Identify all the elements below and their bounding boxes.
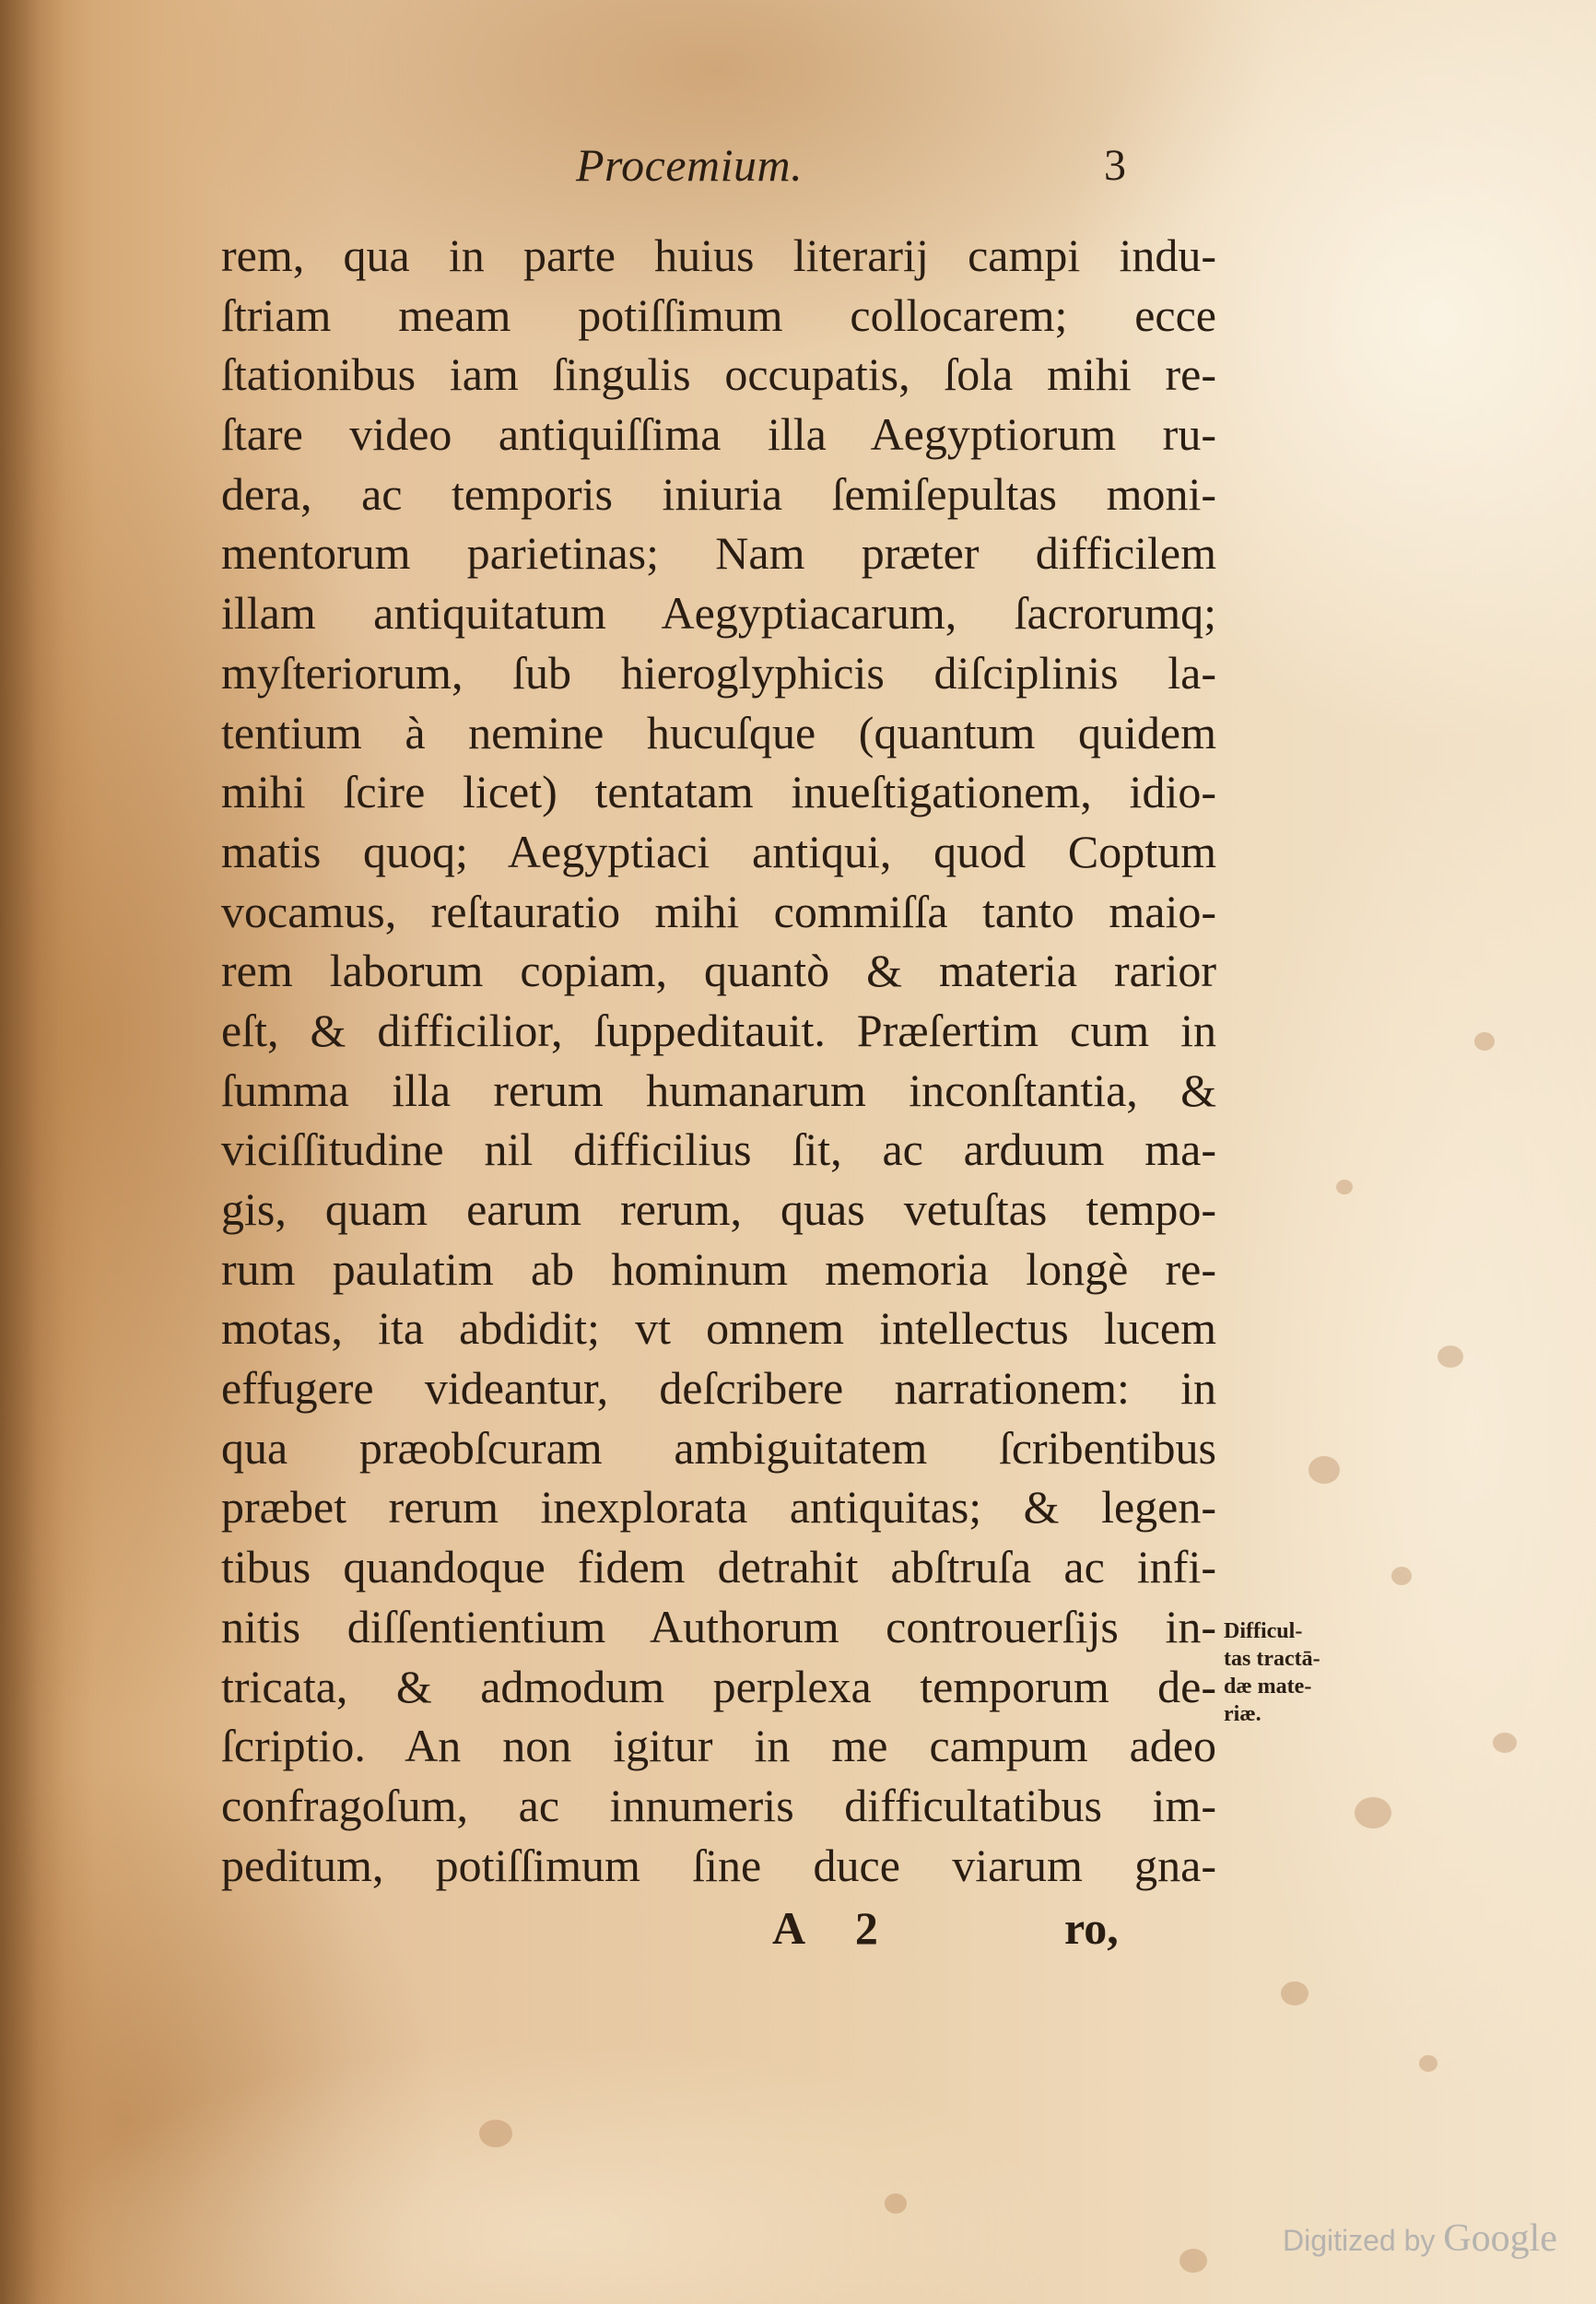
foxing-spot [1493,1733,1517,1753]
watermark-prefix: Digitized by [1283,2224,1436,2257]
page-header [221,138,1216,203]
text-line: tentium à nemine hucuſque (quantum quidem [221,706,1216,758]
foxing-spot [1355,1797,1391,1828]
marginal-note-line: Difficul- [1224,1619,1303,1643]
text-line: tricata, & admodum perplexa temporum de- [221,1660,1216,1712]
text-line: confragoſum, ac innumeris difficultatibus im- [221,1779,1216,1831]
foxing-spot [1308,1456,1340,1484]
text-line: eſt, & difficilior, ſuppeditauit. Præſertim cum in [221,1004,1216,1056]
page-gutter-shadow [0,0,65,2304]
text-line: nitis diſſentientium Authorum controuerſijs in- [221,1600,1216,1652]
marginal-note-line: riæ. [1224,1702,1262,1726]
text-line: qua præobſcuram ambiguitatem ſcribentibus [221,1421,1216,1474]
text-line: illam antiquitatum Aegyptiacarum, ſacrorumq; [221,587,1216,640]
digitization-watermark [1283,2216,1557,2261]
foxing-spot [1179,2249,1207,2273]
foxing-spot [1391,1567,1412,1585]
text-line: tibus quandoque fidem detrahit abſtruſa ac infi- [221,1541,1216,1593]
foxing-spot [479,2120,512,2147]
text-line: matis quoq; Aegyptiaci antiqui, quod Coptum [221,825,1216,877]
text-line: peditum, potiſſimum ſine duce viarum gna- [221,1839,1216,1891]
text-line: ſtare video antiquiſſima illa Aegyptiorum ru- [221,408,1216,461]
text-line: gis, quam earum rerum, quas vetuſtas tempo- [221,1183,1216,1235]
foxing-spot [1438,1346,1463,1368]
marginal-note-line: dæ mate- [1224,1675,1312,1699]
page-number: 3 [1104,141,1126,190]
catchword: ro, [1064,1902,1119,1954]
text-line: rum paulatim ab hominum memoria longè re- [221,1242,1216,1295]
google-logo: Google [1443,2217,1557,2260]
text-line: dera, ac temporis iniuria ſemiſepultas moni- [221,467,1216,520]
running-title: Procemium. [576,139,804,191]
marginal-note [1224,1617,1362,1728]
signature-mark: A 2 [772,1902,898,1954]
text-line: ſtationibus iam ſingulis occupatis, ſola mihi re- [221,348,1216,401]
text-line: ſcriptio. An non igitur in me campum adeo [221,1720,1216,1772]
text-line: ſtriam meam potiſſimum collocarem; ecce [221,288,1216,341]
text-line: rem, qua in parte huius literarij campi indu- [221,229,1216,281]
text-line: præbet rerum inexplorata antiquitas; & legen- [221,1481,1216,1534]
text-line: rem laborum copiam, quantò & materia rarior [221,945,1216,997]
text-line: myſteriorum, ſub hieroglyphicis diſciplinis la- [221,646,1216,699]
body-text [221,226,1216,1895]
page-footer [221,1898,1216,1957]
text-line: ſumma illa rerum humanarum inconſtantia, & [221,1064,1216,1116]
foxing-spot [1419,2055,1438,2072]
text-line: motas, ita abdidit; vt omnem intellectus lucem [221,1302,1216,1355]
text-line: viciſſitudine nil difficilius ſit, ac arduum ma- [221,1123,1216,1176]
foxing-spot [885,2193,907,2214]
text-line: effugere videantur, deſcribere narrationem: in [221,1362,1216,1415]
text-line: mihi ſcire licet) tentatam inueſtigationem, idio- [221,766,1216,818]
foxing-spot [1474,1032,1495,1051]
text-line: vocamus, reſtauratio mihi commiſſa tanto maio- [221,885,1216,937]
marginal-note-line: tas tractā- [1224,1647,1320,1671]
foxing-spot [1336,1180,1353,1194]
text-line: mentorum parietinas; Nam præter difficilem [221,527,1216,580]
foxing-spot [1281,1981,1308,2005]
